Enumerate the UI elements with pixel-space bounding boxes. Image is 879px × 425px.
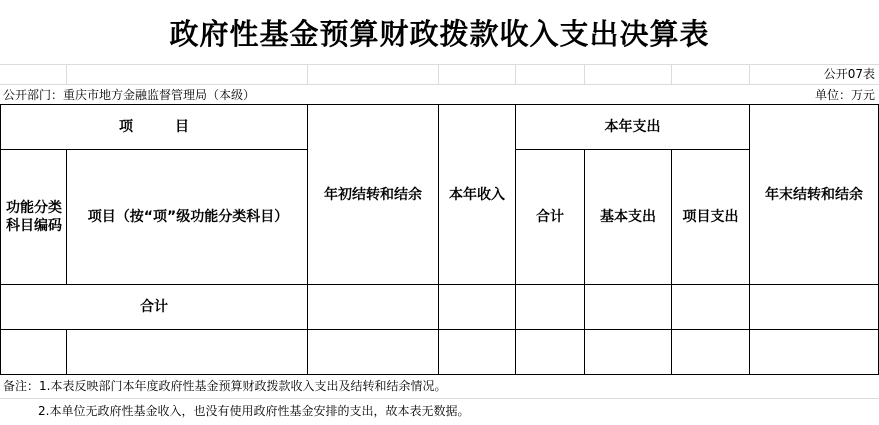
- header-function-code: 功能分类科目编码: [6, 200, 62, 234]
- header-opening-balance: 年初结转和结余: [324, 186, 422, 203]
- header-expense-project: 项目支出: [682, 209, 739, 225]
- page-title: 政府性基金预算财政拨款收入支出决算表: [169, 16, 710, 51]
- header-closing-balance: 年末结转和结余: [765, 186, 863, 203]
- header-item-name: 项目（按“项”级功能分类科目）: [87, 209, 289, 225]
- header-expense-basic: 基本支出: [600, 209, 656, 225]
- note-2: 2.本单位无政府性基金收入，也没有使用政府性基金安排的支出，故本表无数据。: [38, 404, 470, 418]
- department-label: 公开部门：重庆市地方金融监督管理局（本级）: [3, 88, 256, 102]
- header-expense-group: 本年支出: [604, 119, 661, 135]
- total-row-label: 合计: [140, 299, 168, 315]
- header-item-group: 项 目: [119, 119, 189, 135]
- table-code: 公开07表: [823, 67, 875, 81]
- header-expense-total: 合计: [536, 209, 564, 225]
- unit-label: 单位：万元: [814, 88, 875, 102]
- note-1: 备注：1.本表反映部门本年度政府性基金预算财政拨款收入支出及结转和结余情况。: [3, 379, 447, 393]
- header-income: 本年收入: [449, 186, 505, 203]
